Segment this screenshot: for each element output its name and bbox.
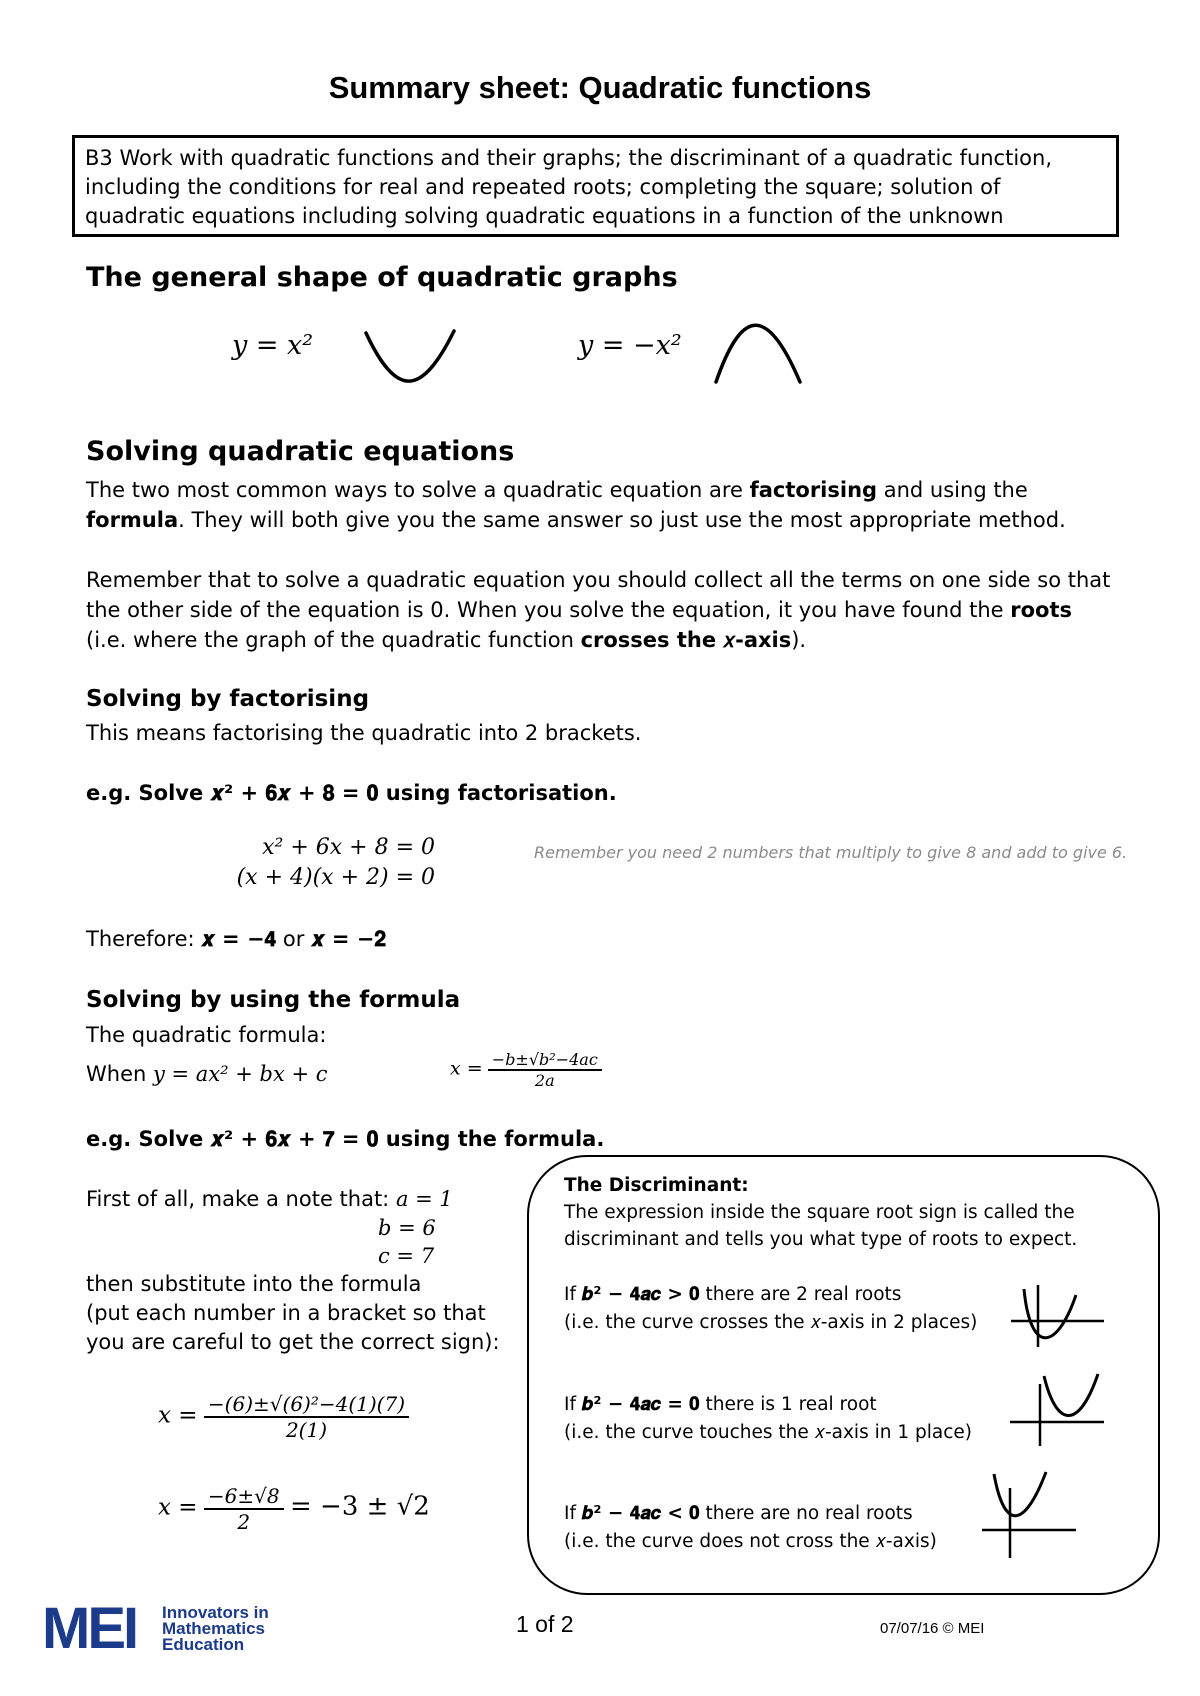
- case-negative-note: (i.e. the curve does not cross the 𝑥-axis): [564, 1531, 937, 1552]
- formula-intro: The quadratic formula:: [86, 1023, 327, 1047]
- mei-logo: MEI: [42, 1596, 137, 1661]
- shape-heading: The general shape of quadratic graphs: [86, 262, 678, 293]
- specification-box: B3 Work with quadratic functions and their graphs; the discriminant of a quadratic function, including the conditions for real and repeated roots; completing the square; solution of quadratic equations including solving quadratic equations in a function of the unknown: [72, 135, 1119, 237]
- value-b: b = 6: [378, 1216, 436, 1240]
- mei-logo-text-2: Mathematics: [162, 1619, 265, 1638]
- eq-positive: y = x²: [232, 330, 314, 361]
- working-step-2: x = $\frac{-6\pm√8}{2}$ = −3 ± √2: [158, 1484, 430, 1534]
- discriminant-intro-2: discriminant and tells you what type of roots to expect.: [564, 1229, 1078, 1250]
- eq-negative: y = −x²: [578, 330, 682, 361]
- solving-paragraph-2: Remember that to solve a quadratic equation you should collect all the terms on one side so that the other side of the equation is 0. When you solve the equation, it you have found the roots (i.e. where the graph of the quadratic function crosses the 𝑥-axis).: [86, 568, 1111, 652]
- solving-paragraph-1: The two most common ways to solve a quadratic equation are factorising and using the formula. They will both give you the same answer so just use the most appropriate method.: [86, 478, 1066, 532]
- case-positive-note: (i.e. the curve crosses the 𝑥-axis in 2 places): [564, 1312, 978, 1333]
- value-c: c = 7: [378, 1244, 435, 1268]
- factorising-example: e.g. Solve 𝒙² + 𝟔𝒙 + 𝟖 = 𝟎 using factorisation.: [86, 781, 617, 805]
- working-step-1: x = $\frac{\text{−(6)±√(6)²−4(1)(7)}}{2(1)}$: [158, 1392, 409, 1442]
- case-zero: If 𝒃² − 𝟒𝒂𝒄 = 𝟎 there is 1 real root: [564, 1394, 877, 1415]
- mei-logo-text-3: Education: [162, 1635, 245, 1654]
- two-roots-sketch: [1008, 1283, 1108, 1353]
- factorising-answer: Therefore: 𝒙 = −𝟒 or 𝒙 = −𝟐: [86, 927, 387, 951]
- footer-date: 07/07/16 © MEI: [880, 1620, 985, 1637]
- one-root-sketch: [1008, 1370, 1108, 1450]
- page-number: 1 of 2: [516, 1611, 574, 1637]
- substitute-line-1: then substitute into the formula: [86, 1272, 422, 1296]
- factorising-hint: Remember you need 2 numbers that multiply to give 8 and add to give 6.: [534, 843, 1128, 862]
- substitute-line-3: you are careful to get the correct sign):: [86, 1330, 500, 1354]
- page-title: Summary sheet: Quadratic functions: [328, 70, 872, 105]
- quadratic-formula: x = $\frac{\text{−b±√b²−4ac}}{2a}$: [450, 1050, 602, 1090]
- factorising-line-2: (x + 4)(x + 2) = 0: [236, 865, 435, 890]
- factorising-line-1: x² + 6x + 8 = 0: [262, 835, 435, 860]
- factorising-heading: Solving by factorising: [86, 686, 370, 712]
- substitute-line-2: (put each number in a bracket so that: [86, 1301, 486, 1325]
- case-positive: If 𝒃² − 𝟒𝒂𝒄 > 𝟎 there are 2 real roots: [564, 1284, 902, 1305]
- mei-logo-text-1: Innovators in: [162, 1603, 269, 1622]
- parabola-up-sketch: [360, 325, 460, 397]
- no-roots-sketch: [980, 1468, 1080, 1560]
- parabola-down-sketch: [710, 308, 806, 386]
- solving-heading: Solving quadratic equations: [86, 436, 515, 467]
- case-zero-note: (i.e. the curve touches the 𝑥-axis in 1 place): [564, 1422, 972, 1443]
- formula-when: When y = ax² + bx + c: [86, 1062, 328, 1086]
- factorising-intro: This means factorising the quadratic into 2 brackets.: [86, 721, 642, 745]
- formula-note: First of all, make a note that: a = 1: [86, 1187, 453, 1211]
- discriminant-heading: The Discriminant:: [564, 1175, 749, 1196]
- case-negative: If 𝒃² − 𝟒𝒂𝒄 < 𝟎 there are no real roots: [564, 1503, 913, 1524]
- discriminant-intro-1: The expression inside the square root sign is called the: [564, 1202, 1075, 1223]
- formula-heading: Solving by using the formula: [86, 987, 461, 1013]
- formula-example: e.g. Solve 𝒙² + 𝟔𝒙 + 𝟕 = 𝟎 using the formula.: [86, 1127, 605, 1151]
